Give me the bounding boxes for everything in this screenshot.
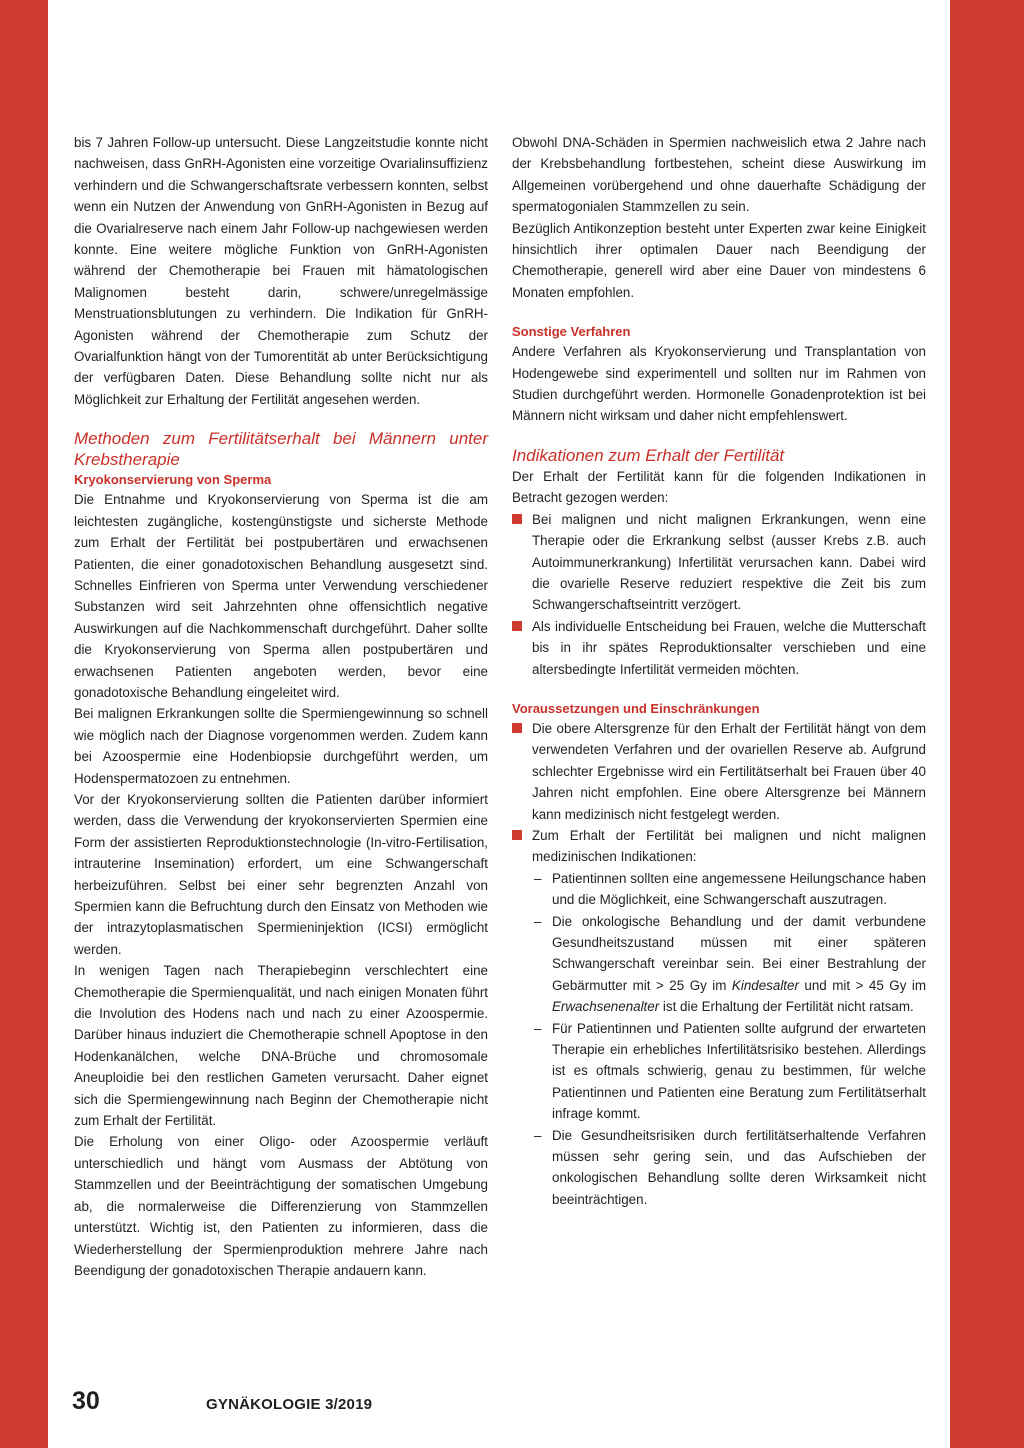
journal-title: GYNÄKOLOGIE 3/2019 (206, 1396, 373, 1413)
paragraph: In wenigen Tagen nach Therapiebeginn verschlechtert eine Chemotherapie die Spermienqualität, und nach einigen Monaten führt die Involution des Hodens nach und nach zu einer Azoospermie. Darüber hinaus induziert die Chemotherapie schnell Apoptose in den Hodenkanälchen, welche DNA-Brüche und chromosomale Aneuploidie bei den restlichen Gameten verursacht. Daher eignet sich die Spermiengewinnung nach Beginn der Chemotherapie nicht zum Erhalt der Fertilität. (74, 963, 488, 1129)
list-item: Die obere Altersgrenze für den Erhalt der Fertilität hängt von dem verwendeten Verfahren und der ovariellen Reserve ab. Aufgrund schlechter Ergebnisse wird ein Fertilitätserhalt bei Frauen über 40 Jahren nicht empfohlen. Eine obere Altersgrenze bei Männern kann medizinisch nicht festgelegt werden. (512, 718, 926, 825)
intro-paragraph: bis 7 Jahren Follow-up untersucht. Diese Langzeitstudie konnte nicht nachweisen, dass GnRH-Agonisten eine vorzeitige Ovarialinsuffizienz verhindern und die Schwangerschaftsrate verbessern konnten, selbst wenn ein Nutzen der Anwendung von GnRH-Agonisten in Bezug auf die Ovarialreserve nach einem Jahr Follow-up nachgewiesen werden konnte. Eine weitere mögliche Funktion von GnRH-Agonisten während der Chemotherapie bei Frauen mit hämatologischen Malignomen besteht darin, schwere/unregelmässige Menstruationsblutungen zu verhindern. Die Indikation für GnRH-Agonisten während der Chemotherapie zum Schutz der Ovarialfunktion hängt von der Tumorentität ab unter Berücksichtigung der verfügbaren Daten. Diese Behandlung sollte nicht nur als Möglichkeit zur Erhaltung der Fertilität angesehen werden. (74, 135, 488, 407)
section-heading-men: Methoden zum Fertilitätserhalt bei Männern unter Krebstherapie (74, 429, 488, 470)
sub-list (532, 868, 926, 1211)
text-run: und mit > 45 Gy im (798, 977, 927, 993)
subheading-requirements: Voraussetzungen und Einschränkungen (512, 700, 760, 716)
text-run: ist die Erhaltung der Fertilität nicht ratsam. (659, 999, 914, 1015)
left-column (74, 132, 488, 1281)
list-item (512, 825, 926, 1210)
paragraph: Die Entnahme und Kryokonservierung von Sperma ist die am leichtesten zugängliche, kostengünstigste und sicherste Methode zum Erhalt der Fertilität bei postpubertären und erwachsenen Patienten, die einer gonadotoxischen Behandlung ausgesetzt sind. Schnelles Einfrieren von Sperma unter Verwendung verschiedener Substanzen wird seit Jahrzehnten ohne offensichtlich negative Auswirkungen auf die Nachkommenschaft durchgeführt. Daher sollte die Kryokonservierung von Sperma allen postpubertären und erwachsenen Patienten angeboten werden, bevor eine gonadotoxische Behandlung eingeleitet wird. (74, 492, 488, 700)
right-column (512, 132, 926, 1210)
section-heading-indications: Indikationen zum Erhalt der Fertilität (512, 445, 785, 465)
right-margin-bar (950, 0, 1024, 1448)
paragraph: Die Erholung von einer Oligo- oder Azoospermie verläuft unterschiedlich und hängt vom Ausmass der Abtötung von Stammzellen und der Beeinträchtigung der somatischen Umgebung ab, die normalerweise die Differenzierung von Stammzellen unterstützt. Wichtig ist, den Patienten zu informieren, dass die Wiederherstellung der Spermienproduktion mehrere Jahre nach Beendigung der gonadotoxischen Therapie andauern kann. (74, 1134, 488, 1278)
subheading-cryopreservation: Kryokonservierung von Sperma (74, 472, 272, 488)
left-margin-bar (0, 0, 48, 1448)
sub-list-item: – Für Patientinnen und Patienten sollte aufgrund der erwarteten Therapie ein erhebliches Infertilitätsrisiko bestehen. Allerdings ist es oftmals schwierig, genau zu bestimmen, für welche Patientinnen und Patienten eine Beratung zum Fertilitätserhalt infrage kommt. (532, 1018, 926, 1125)
subheading-other-methods: Sonstige Verfahren (512, 324, 631, 340)
list-item: Bei malignen und nicht malignen Erkrankungen, wenn eine Therapie oder die Erkrankung selbst (ausser Krebs z.B. auch Autoimmunerkrankung) Infertilität verursachen kann. Dabei wird die ovarielle Reserve reduziert respektive die Zeit bis zum Schwangerschaftseintritt verzögert. (512, 509, 926, 616)
paragraph: Vor der Kryokonservierung sollten die Patienten darüber informiert werden, dass die Verwendung der kryokonservierten Spermien eine Form der assistierten Reproduktionstechnologie (In-vitro-Fertilisation, intrauterine Insemination) erfordert, um eine Schwangerschaft herbeizuführen. Selbst bei einer sehr begrenzten Anzahl von Spermien kann die Befruchtung durch den Einsatz von Methoden wie der intrazytoplasmatischen Spermieninjektion (ICSI) ermöglicht werden. (74, 791, 488, 957)
sub-list-item: – Patientinnen sollten eine angemessene Heilungschance haben und die Möglichkeit, eine Schwangerschaft auszutragen. (532, 868, 926, 911)
paragraph: Andere Verfahren als Kryokonservierung und Transplantation von Hodengewebe sind experimentell und sollten nur im Rahmen von Studien durchgeführt werden. Hormonelle Gonadenprotektion ist bei Männern nicht wirksam und daher nicht empfehlenswert. (512, 344, 926, 424)
requirements-list (512, 718, 926, 1210)
emphasis-text: Erwachsenenalter (552, 999, 660, 1015)
paragraph: Bei malignen Erkrankungen sollte die Spermiengewinnung so schnell wie möglich nach der Diagnose vorgenommen werden. Zudem kann bei Azoospermie eine Hodenbiopsie durchgeführt werden, um Hodenspermatozoen zu entnehmen. (74, 706, 488, 786)
emphasis-text: Kindesalter (731, 977, 799, 993)
text-run: Die onkologische Behandlung und der damit verbundene Gesundheitszustand müssen mit einer späteren Schwangerschaft vereinbar sein. Bei einer Bestrahlung der Gebärmutter mit > 25 Gy im (552, 913, 926, 993)
paragraph: Der Erhalt der Fertilität kann für die folgenden Indikationen in Betracht gezogen werden: (512, 468, 926, 506)
page-number: 30 (72, 1387, 100, 1415)
paragraph: Bezüglich Antikonzeption besteht unter Experten zwar keine Einigkeit hinsichtlich ihrer optimalen Dauer nach Beendigung der Chemotherapie, generell wird aber eine Dauer von mindestens 6 Monaten empfohlen. (512, 220, 926, 300)
paragraph: Obwohl DNA-Schäden in Spermien nachweislich etwa 2 Jahre nach der Krebsbehandlung fortbestehen, scheint diese Auswirkung im Allgemeinen vorübergehend und ohne dauerhafte Schädigung der spermatogonialen Stammzellen zu sein. (512, 135, 926, 215)
list-item: Als individuelle Entscheidung bei Frauen, welche die Mutterschaft bis in ihr spätes Reproduktionsalter verschieben und eine altersbedingte Infertilität vermeiden möchten. (512, 616, 926, 680)
indications-list (512, 509, 926, 680)
list-item-text: Zum Erhalt der Fertilität bei malignen und nicht malignen medizinischen Indikationen: (532, 827, 926, 865)
sub-list-item (532, 911, 926, 1018)
sub-list-item: – Die Gesundheitsrisiken durch fertilitätserhaltende Verfahren müssen sehr gering sein, und das Aufschieben der onkologischen Behandlung sollte deren Wirksamkeit nicht beeinträchtigen. (532, 1125, 926, 1211)
